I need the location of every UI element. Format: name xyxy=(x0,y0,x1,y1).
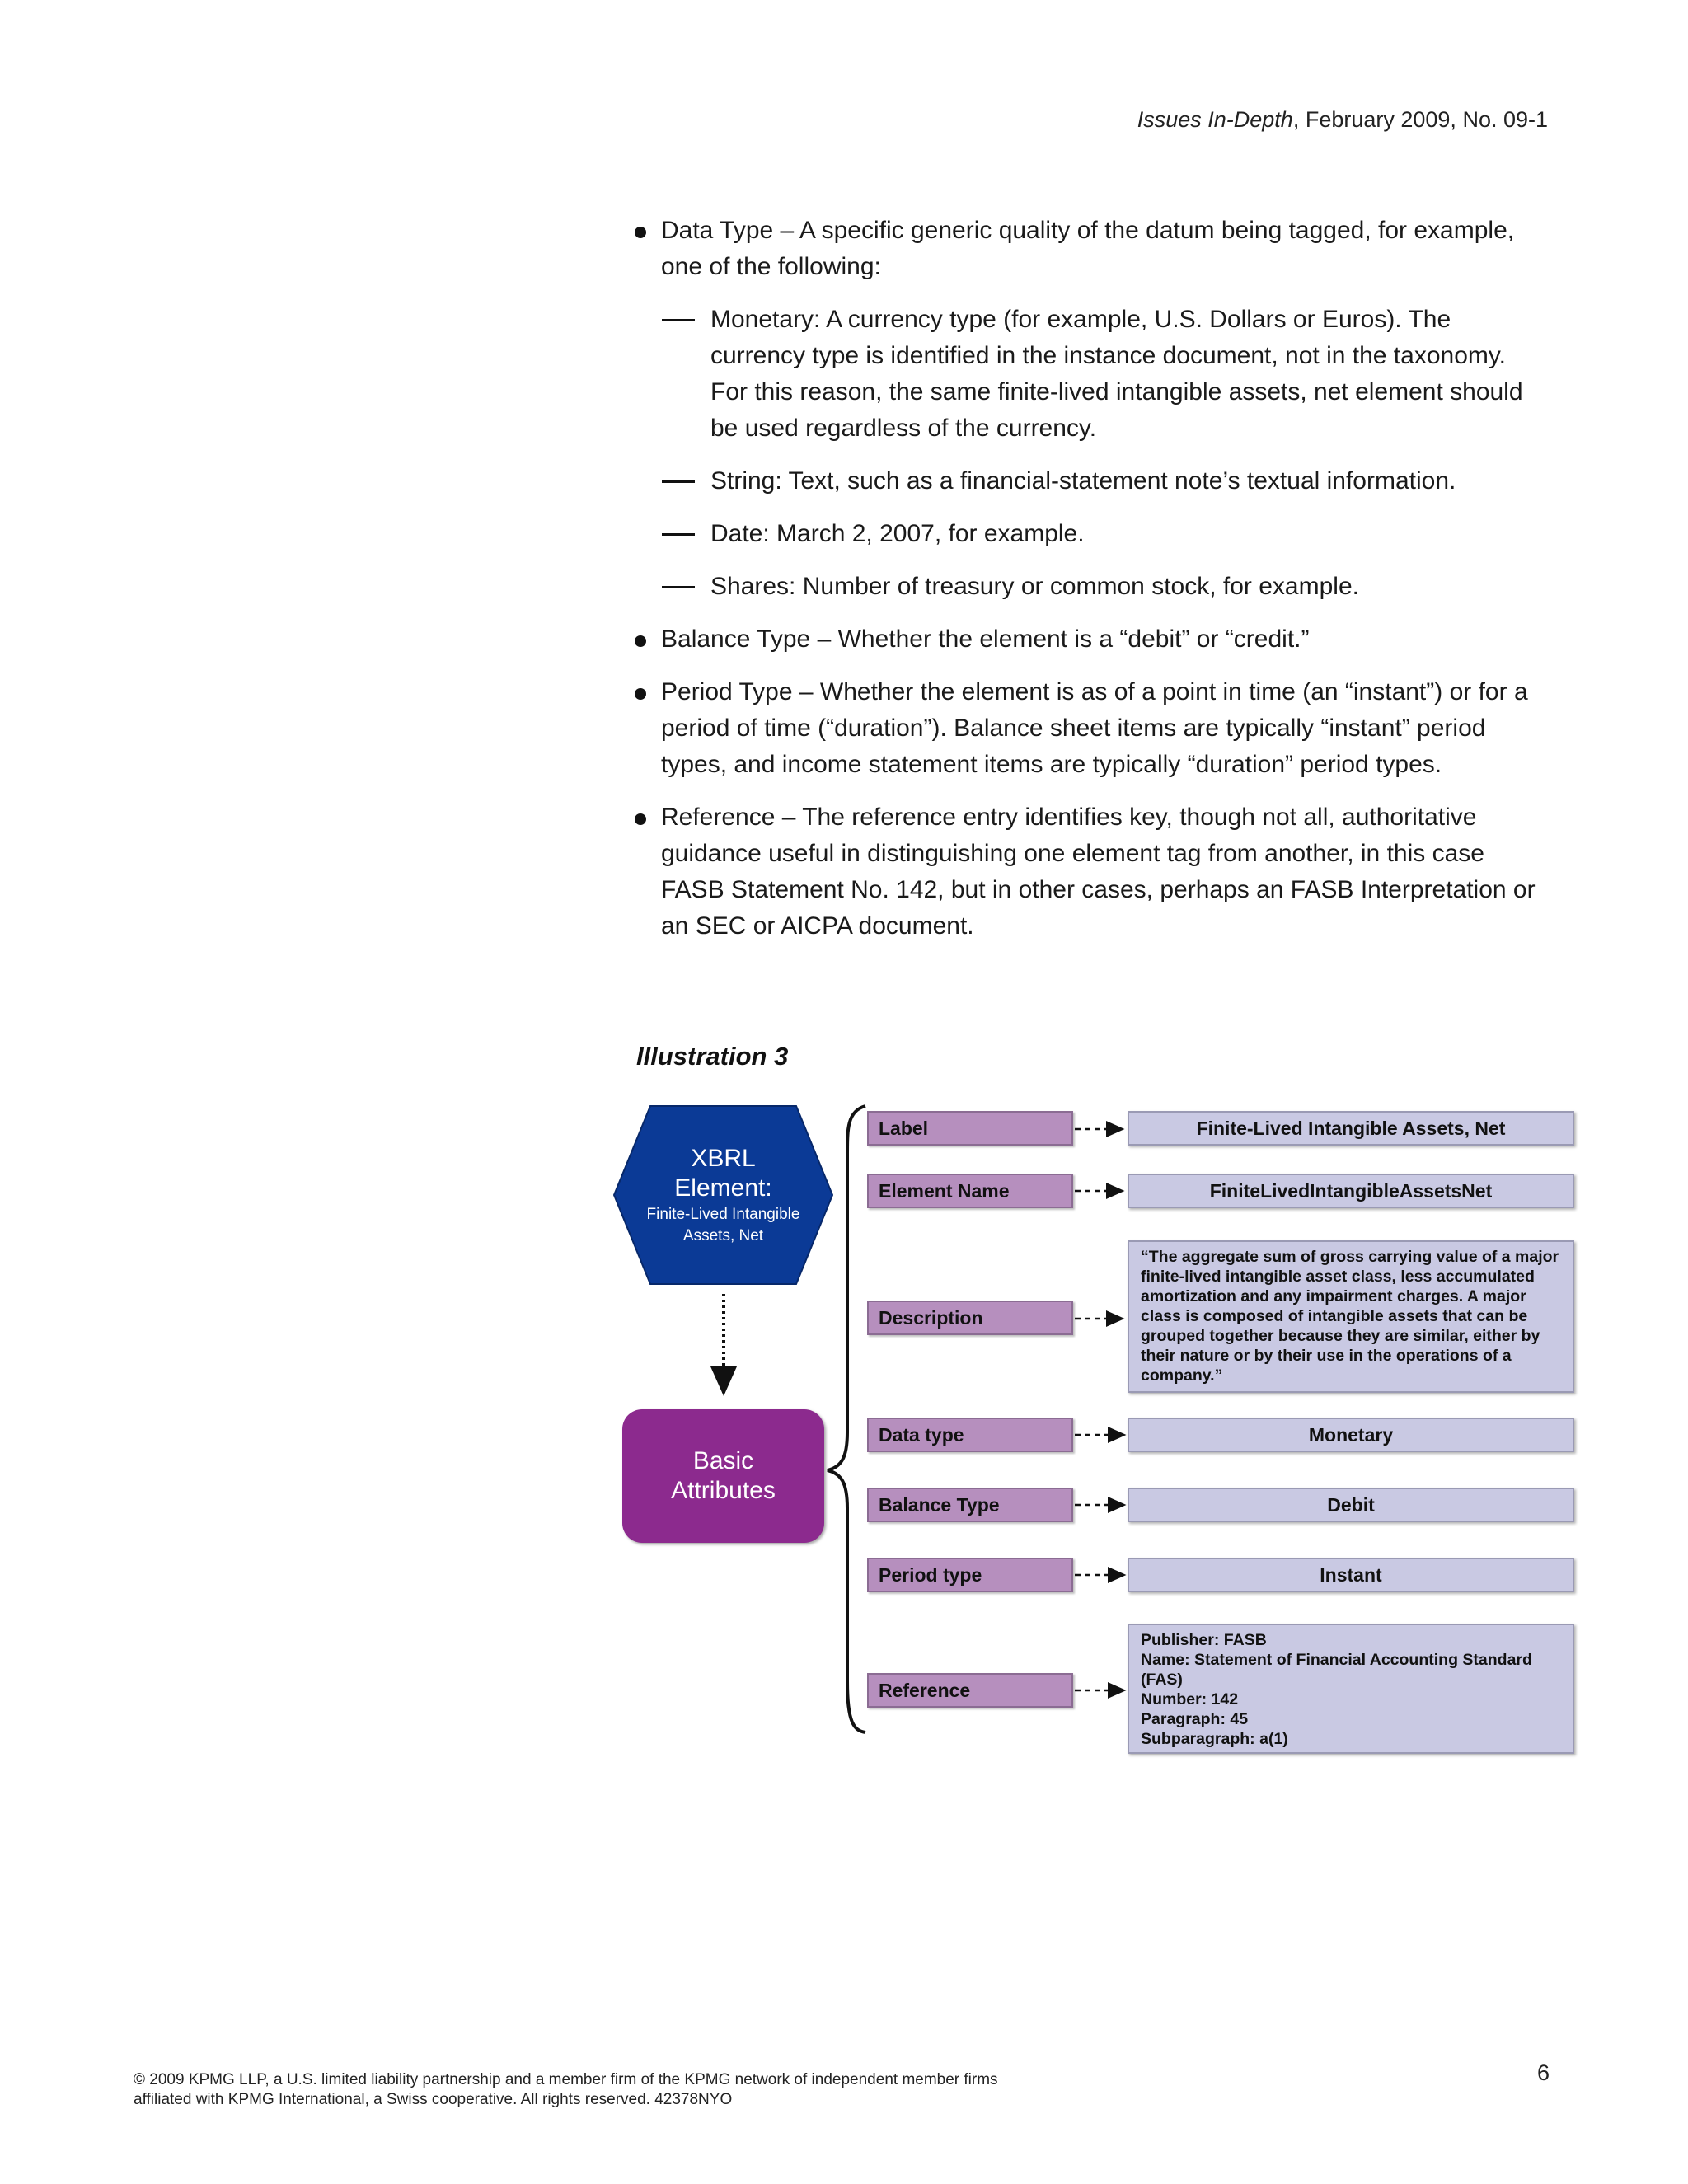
bullet-data-type: Data Type – A specific generic quality of the datum being tagged, for example, one of the following: xyxy=(635,213,1550,285)
connector-arrows xyxy=(1075,1129,1124,1690)
running-header xyxy=(1137,107,1548,133)
xbrl-element-text xyxy=(614,1144,832,1246)
xbrl-title-line2: Element: xyxy=(674,1174,772,1202)
bullet-balance-type: Balance Type – Whether the element is a “debit” or “credit.” xyxy=(635,621,1550,658)
dash-item-monetary: Monetary: A currency type (for example, U.S. Dollars or Euros). The currency type is identified in the instance document, not in the taxonomy. For this reason, the same finite-lived intangible assets, net element should be used regardless of the currency. xyxy=(635,302,1550,447)
bullet-reference: Reference – The reference entry identifies key, though not all, authoritative guidance useful in distinguishing one element tag from another, in this case FASB Statement No. 142, but in other cases, perhaps an FASB Interpretation or an SEC or AICPA document. xyxy=(635,799,1550,944)
illustration-title: Illustration 3 xyxy=(636,1042,789,1071)
attribute-element-name: Element Name xyxy=(867,1174,1073,1208)
footer-line2: affiliated with KPMG International, a Swiss cooperative. All rights reserved. 42378NYO xyxy=(134,2091,733,2108)
basic-attributes-box xyxy=(622,1409,824,1543)
page-number: 6 xyxy=(1536,2060,1550,2085)
attribute-description: Description xyxy=(867,1301,1073,1335)
xbrl-element-name-line1: Finite-Lived Intangible xyxy=(646,1206,800,1223)
value-data-type: Monetary xyxy=(1128,1418,1574,1452)
basic-attributes-line1: Basic xyxy=(692,1447,754,1474)
reference-publisher: Publisher: FASB xyxy=(1141,1631,1267,1649)
attribute-label: Label xyxy=(867,1111,1073,1146)
value-reference xyxy=(1128,1624,1574,1754)
value-element-name: FiniteLivedIntangibleAssetsNet xyxy=(1128,1174,1574,1208)
reference-subparagraph: Subparagraph: a(1) xyxy=(1141,1730,1288,1748)
value-balance-type: Debit xyxy=(1128,1488,1574,1522)
basic-attributes-line2: Attributes xyxy=(671,1477,776,1504)
dash-item-shares: Shares: Number of treasury or common stock, for example. xyxy=(635,569,1550,605)
xbrl-element-name-line2: Assets, Net xyxy=(682,1227,764,1244)
dash-item-date: Date: March 2, 2007, for example. xyxy=(635,516,1550,552)
issue-date: , February 2009, No. 09-1 xyxy=(1292,107,1548,132)
attribute-period-type: Period type xyxy=(867,1558,1073,1592)
xbrl-title-line1: XBRL xyxy=(691,1145,756,1172)
reference-number: Number: 142 xyxy=(1141,1690,1239,1708)
reference-paragraph: Paragraph: 45 xyxy=(1141,1710,1249,1728)
dash-item-string: String: Text, such as a financial-statement note’s textual information. xyxy=(635,463,1550,499)
copyright-footer xyxy=(134,2070,1164,2110)
value-description: “The aggregate sum of gross carrying value of a major finite-lived intangible asset class, less accumulated amortization and any impairment charges. A major class is composed of intangible assets that can be grouped together because they are similar, either by their nature or by their use in the operations of a company.” xyxy=(1128,1240,1574,1393)
publication-title: Issues In-Depth xyxy=(1137,107,1293,132)
value-period-type: Instant xyxy=(1128,1558,1574,1592)
attribute-balance-type: Balance Type xyxy=(867,1488,1073,1522)
attribute-data-type: Data type xyxy=(867,1418,1073,1452)
reference-name: Name: Statement of Financial Accounting Standard (FAS) xyxy=(1141,1651,1532,1689)
value-label: Finite-Lived Intangible Assets, Net xyxy=(1128,1111,1574,1146)
body-text xyxy=(635,213,1550,961)
footer-line1: © 2009 KPMG LLP, a U.S. limited liability partnership and a member firm of the KPMG network of independent member firms xyxy=(134,2071,998,2088)
bullet-period-type: Period Type – Whether the element is as of a point in time (an “instant”) or for a period of time (“duration”). Balance sheet items are typically “instant” period types, and income statement items are typically “duration” period types. xyxy=(635,674,1550,783)
attribute-reference: Reference xyxy=(867,1673,1073,1708)
attributes-brace xyxy=(828,1106,865,1732)
